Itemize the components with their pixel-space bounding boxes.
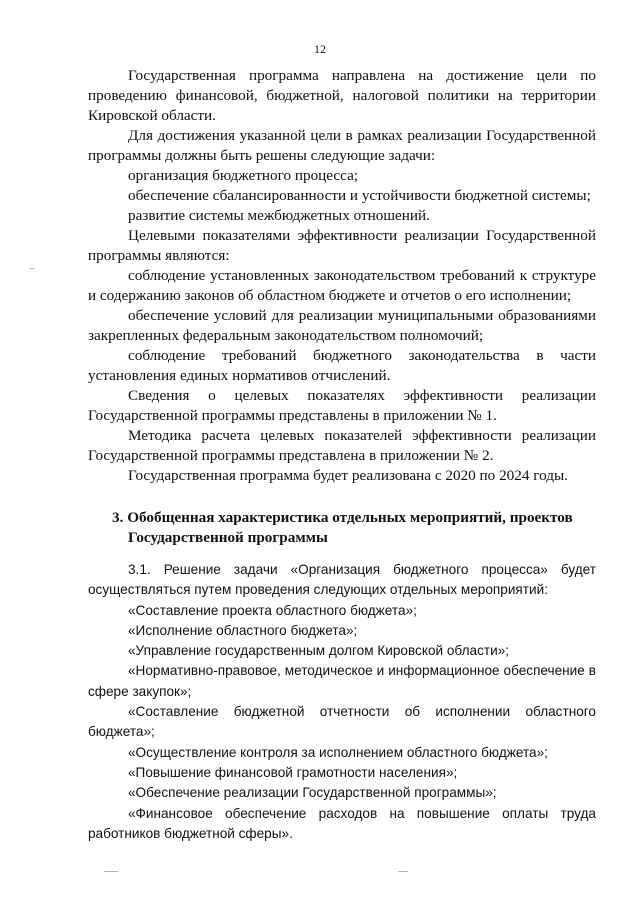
scan-mark xyxy=(104,871,118,872)
task-item: организация бюджетного процесса; xyxy=(128,167,359,184)
document-body xyxy=(88,66,596,486)
section-body xyxy=(88,560,596,844)
indicator-item: соблюдение требований бюджетного законодательства в части установления единых нормативов отчислений. xyxy=(88,347,596,384)
indicators-intro-paragraph: Целевыми показателями эффективности реализации Государственной программы являются: xyxy=(88,227,596,264)
period-paragraph: Государственная программа будет реализована с 2020 по 2024 годы. xyxy=(128,467,568,484)
section-heading: 3. Обобщенная характеристика отдельных мероприятий, проектов Государственной программы xyxy=(112,509,573,546)
measure-item: «Обеспечение реализации Государственной программы»; xyxy=(128,785,497,801)
measure-item: «Составление проекта областного бюджета»; xyxy=(128,602,417,618)
task-item: обеспечение сбалансированности и устойчивости бюджетной системы; xyxy=(128,187,591,204)
tasks-intro-paragraph: Для достижения указанной цели в рамках реализации Государственной программы должны быть решены следующие задачи: xyxy=(88,127,596,164)
goal-paragraph: Государственная программа направлена на достижение цели по проведению финансовой, бюджетной, налоговой политики на территории Кировской области. xyxy=(88,67,596,124)
measure-item: «Нормативно-правовое, методическое и информационное обеспечение в сфере закупок»; xyxy=(88,663,596,699)
measure-item: «Финансовое обеспечение расходов на повышение оплаты труда работников бюджетной сферы». xyxy=(88,805,596,841)
measure-item: «Управление государственным долгом Кировской области»; xyxy=(128,643,510,659)
appendix-1-paragraph: Сведения о целевых показателях эффективности реализации Государственной программы представлены в приложении № 1. xyxy=(88,387,596,424)
task-item: развитие системы межбюджетных отношений. xyxy=(128,207,430,224)
appendix-2-paragraph: Методика расчета целевых показателей эффективности реализации Государственной программы представлена в приложении № 2. xyxy=(88,427,596,464)
scan-mark xyxy=(398,871,408,872)
indicator-item: соблюдение установленных законодательством требований к структуре и содержанию законов об областном бюджете и отчетов о его исполнении; xyxy=(88,267,596,304)
measure-item: «Составление бюджетной отчетности об исполнении областного бюджета»; xyxy=(88,704,596,740)
indicator-item: обеспечение условий для реализации муниципальными образованиями закрепленных федеральным законодательством полномочий; xyxy=(88,307,596,344)
measure-item: «Исполнение областного бюджета»; xyxy=(128,622,358,638)
measure-item: «Повышение финансовой грамотности населения»; xyxy=(128,764,458,780)
measure-item: «Осуществление контроля за исполнением областного бюджета»; xyxy=(128,744,548,760)
page-number: 12 xyxy=(314,42,326,56)
scan-mark xyxy=(30,268,34,269)
measures-intro-paragraph: 3.1. Решение задачи «Организация бюджетного процесса» будет осуществляться путем проведения следующих отдельных мероприятий: xyxy=(88,562,596,598)
